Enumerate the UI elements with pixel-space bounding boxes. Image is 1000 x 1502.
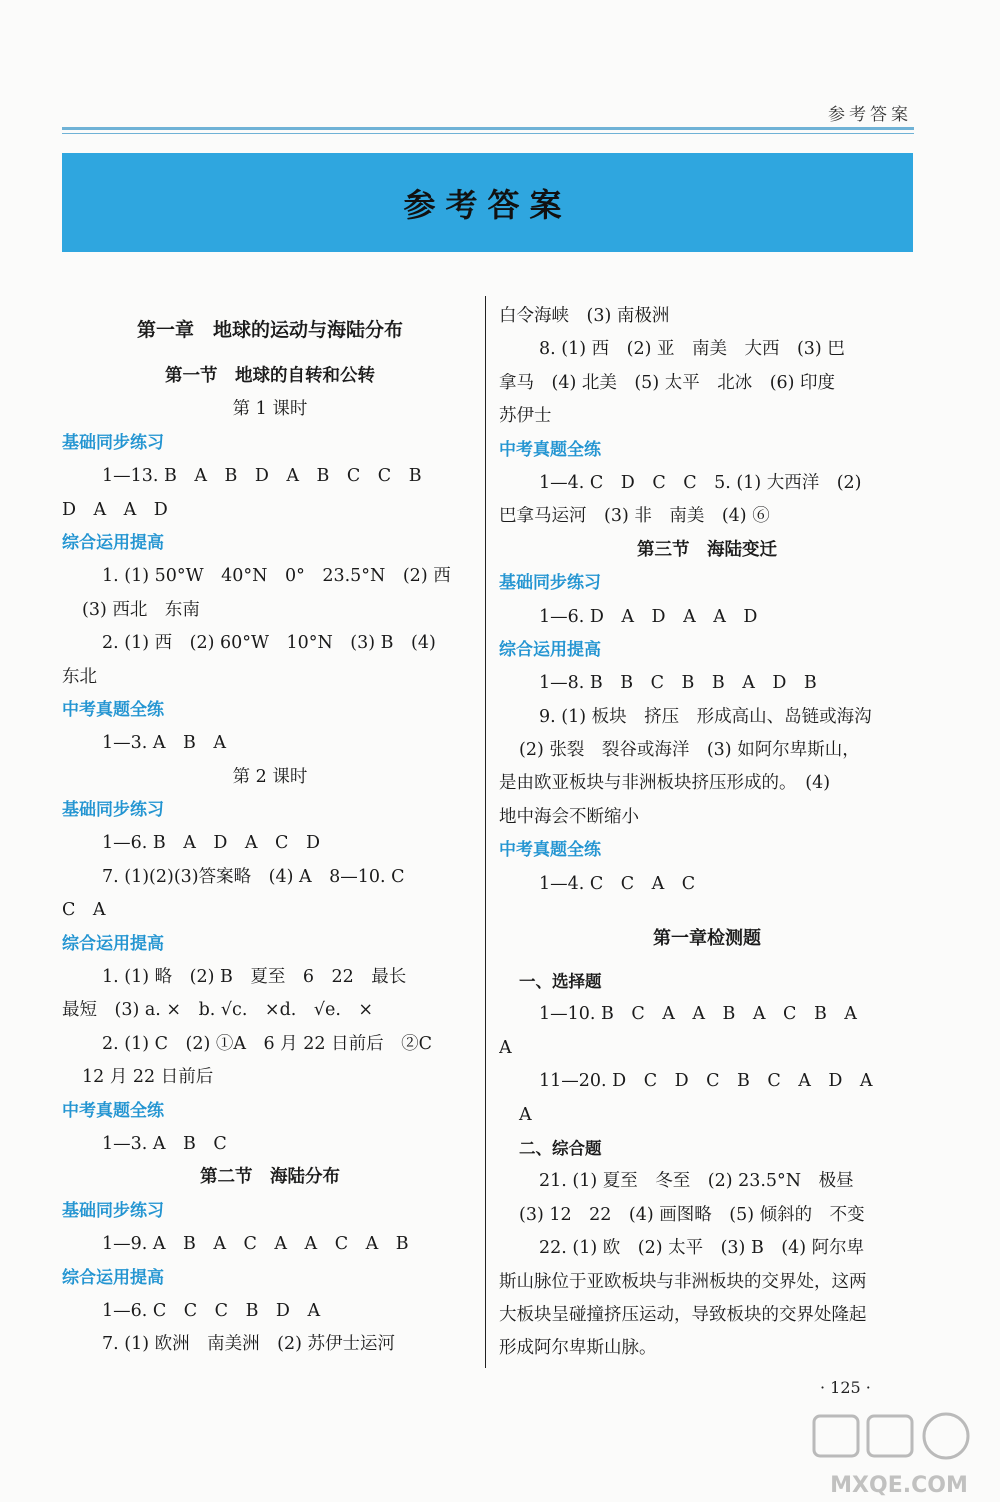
right-column [499,300,915,1366]
left-column [62,300,478,1362]
answer-line: 1—6. B A D A C D [102,833,320,854]
answer-line: A [519,1104,532,1125]
answer-line: 巴拿马运河 (3) 非 南美 (4) ⑥ [499,506,770,527]
answer-line: 7. (1)(2)(3)答案略 (4) A 8—10. C [102,866,405,887]
answer-line: D A A D [62,499,168,520]
answer-line: 8. (1) 西 (2) 亚 南美 大西 (3) 巴 [539,339,845,360]
answer-line: 2. (1) C (2) ①A 6 月 22 日前后 ②C [102,1033,432,1054]
answer-line: 21. (1) 夏至 冬至 (2) 23.5°N 极昼 [539,1171,854,1192]
page-number: · 125 · [820,1378,871,1397]
exercise-heading: 中考真题全练 [499,439,601,460]
answer-line: 地中海会不断缩小 [499,806,639,827]
answer-line: 1. (1) 略 (2) B 夏至 6 22 最长 [102,967,407,988]
answer-line: 9. (1) 板块 挤压 形成高山、岛链或海沟 [539,706,872,727]
exercise-heading: 基础同步练习 [62,800,164,821]
answer-line: 是由欧亚板块与非洲板块挤压形成的。 (4) [499,773,831,794]
answer-line: (3) 12 22 (4) 画图略 (5) 倾斜的 不变 [519,1204,865,1225]
chapter-title: 第一章 地球的运动与海陆分布 [136,319,403,341]
answer-line: 东北 [62,666,97,687]
watermark-text: MXQE.COM [830,1473,968,1498]
part-heading: 一、选择题 [519,972,602,992]
lesson-title: 第 1 课时 [232,399,308,420]
part-heading: 二、综合题 [519,1138,602,1158]
answer-line: 形成阿尔卑斯山脉。 [499,1338,657,1359]
answer-line: 拿马 (4) 北美 (5) 太平 北冰 (6) 印度 [499,372,836,393]
exercise-heading: 综合运用提高 [499,639,601,660]
running-head: 参考答案 [828,105,912,125]
test-title: 第一章检测题 [653,928,761,950]
answer-line: 1—6. C C C B D A [102,1300,321,1321]
lesson-title: 第 2 课时 [232,766,308,787]
exercise-heading: 中考真题全练 [499,840,601,861]
header-rule-thin [62,133,914,134]
section-title: 第二节 海陆分布 [200,1167,340,1188]
exercise-heading: 中考真题全练 [62,1100,164,1121]
answer-line: 12 月 22 日前后 [82,1067,214,1088]
answer-line: 1—8. B B C B B A D B [539,673,817,694]
exercise-heading: 基础同步练习 [62,432,164,453]
page-title: 参考答案 [403,185,572,224]
answer-line: 最短 (3) a. × b. √c. ×d. √e. × [62,1000,374,1021]
title-banner [62,153,913,252]
answer-line: 1—3. A B A [102,733,227,754]
answer-line: 22. (1) 欧 (2) 太平 (3) B (4) 阿尔卑 [539,1238,865,1259]
exercise-heading: 中考真题全练 [62,699,164,720]
header-rule [62,127,914,130]
answer-line: 1—13. B A B D A B C C B [102,466,422,487]
answer-line: 1. (1) 50°W 40°N 0° 23.5°N (2) 西 [102,566,451,587]
answer-line: 2. (1) 西 (2) 60°W 10°N (3) B (4) [102,633,436,654]
answer-line: 1—9. A B A C A A C A B [102,1234,409,1255]
answer-line: 1—3. A B C [102,1133,227,1154]
answer-line: 7. (1) 欧洲 南美洲 (2) 苏伊士运河 [102,1334,395,1355]
answer-line: (2) 张裂 裂谷或海洋 (3) 如阿尔卑斯山， [519,740,860,761]
section-title: 第一节 地球的自转和公转 [165,366,375,386]
answer-line: 1—4. C D C C 5. (1) 大西洋 (2) [539,472,862,493]
section-title: 第三节 海陆变迁 [637,539,777,560]
answer-line: 1—6. D A D A A D [539,606,758,627]
answer-line: A [499,1037,512,1058]
exercise-heading: 基础同步练习 [499,573,601,594]
watermark-logo [808,1408,990,1498]
answer-line: 斯山脉位于亚欧板块与非洲板块的交界处，这两 [499,1271,867,1292]
answer-line: (3) 西北 东南 [82,599,200,620]
answer-line: C A [62,900,106,921]
exercise-heading: 综合运用提高 [62,532,164,553]
answer-line: 1—10. B C A A B A C B A [539,1004,857,1025]
answer-line: 苏伊士 [499,406,552,427]
answer-line: 白令海峡 (3) 南极洲 [499,306,670,326]
column-divider [485,296,486,1368]
exercise-heading: 综合运用提高 [62,933,164,954]
exercise-heading: 基础同步练习 [62,1200,164,1221]
answer-line: 大板块呈碰撞挤压运动，导致板块的交界处隆起 [499,1304,867,1325]
exercise-heading: 综合运用提高 [62,1267,164,1288]
answer-line: 1—4. C C A C [539,873,696,894]
answer-line: 11—20. D C D C B C A D A [539,1071,873,1092]
